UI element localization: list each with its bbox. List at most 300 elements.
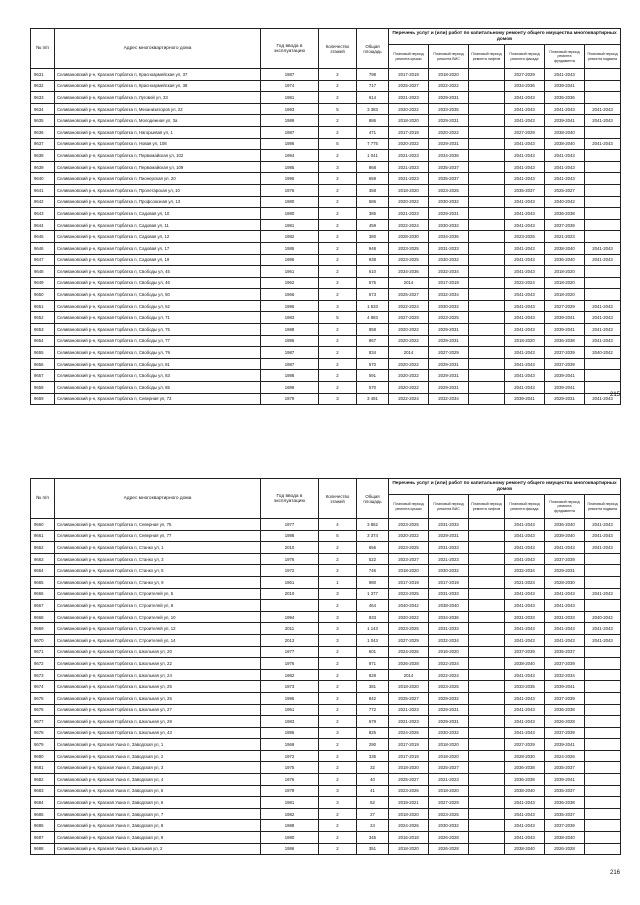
cell-basement bbox=[585, 658, 621, 670]
cell-vis: 2034-2036 bbox=[429, 150, 469, 162]
cell-address: Селивановский р-н, Красная Горбатка п, Садовая ул, 10 bbox=[55, 208, 261, 220]
cell-roof: 2020-2022 bbox=[389, 196, 429, 208]
cell-lift bbox=[469, 312, 505, 324]
cell-facade: 2041-2043 bbox=[505, 115, 545, 127]
cell-vis: 2020-2022 bbox=[429, 126, 469, 138]
table-row bbox=[31, 115, 621, 127]
cell-num: 9650 bbox=[31, 289, 55, 301]
cell-facade: 2041-2043 bbox=[505, 553, 545, 565]
cell-year: 1980 bbox=[261, 196, 319, 208]
cell-roof: 2025-2027 bbox=[389, 692, 429, 704]
cell-floors: 3 bbox=[319, 588, 357, 600]
cell-area: 7 775 bbox=[357, 138, 389, 150]
header-num: № п/п bbox=[31, 479, 55, 519]
cell-year: 1993 bbox=[261, 103, 319, 115]
cell-floors: 2 bbox=[319, 184, 357, 196]
cell-foundation: 2041-2043 bbox=[545, 623, 585, 635]
cell-vis: 2032-2034 bbox=[429, 634, 469, 646]
table-row bbox=[31, 565, 621, 577]
table-row bbox=[31, 242, 621, 254]
cell-num: 9643 bbox=[31, 208, 55, 220]
cell-address: Селивановский р-н, Красная Горбатка п, Красноармейская ул, 37 bbox=[55, 69, 261, 81]
cell-year: 1969 bbox=[261, 739, 319, 751]
cell-foundation: 2039-2041 bbox=[545, 115, 585, 127]
cell-roof: 2025-2027 bbox=[389, 289, 429, 301]
cell-lift bbox=[469, 324, 505, 336]
cell-lift bbox=[469, 358, 505, 370]
cell-address: Селивановский р-н, Красная Горбатка п, Северная ул, 75 bbox=[55, 519, 261, 531]
cell-year bbox=[261, 600, 319, 612]
cell-basement bbox=[585, 266, 621, 278]
cell-floors: 2 bbox=[319, 553, 357, 565]
cell-area: 886 bbox=[357, 115, 389, 127]
cell-area: 1 041 bbox=[357, 150, 389, 162]
cell-address: Селивановский р-н, Красная Ушна п, Заводская ул, 4 bbox=[55, 774, 261, 786]
cell-vis: 2022-2024 bbox=[429, 658, 469, 670]
cell-foundation: 2041-2043 bbox=[545, 150, 585, 162]
cell-year: 1982 bbox=[261, 808, 319, 820]
cell-area: 24 bbox=[357, 820, 389, 832]
cell-facade: 2041-2043 bbox=[505, 542, 545, 554]
cell-lift bbox=[469, 277, 505, 289]
cell-facade: 2041-2043 bbox=[505, 692, 545, 704]
table-row bbox=[31, 277, 621, 289]
cell-address: Селивановский р-н, Красная Горбатка п, Свободы ул, 71 bbox=[55, 312, 261, 324]
cell-roof: 2020-2022 bbox=[389, 324, 429, 336]
cell-floors: 3 bbox=[319, 797, 357, 809]
cell-address: Селивановский р-н, Красная Горбатка п, Строителей ул, 8 bbox=[55, 600, 261, 612]
cell-vis: 2032-2034 bbox=[429, 393, 469, 405]
cell-num: 9655 bbox=[31, 347, 55, 359]
cell-area: 772 bbox=[357, 704, 389, 716]
table-row bbox=[31, 196, 621, 208]
cell-area: 459 bbox=[357, 219, 389, 231]
table-row bbox=[31, 658, 621, 670]
cell-num: 9631 bbox=[31, 69, 55, 81]
cell-num: 9644 bbox=[31, 219, 55, 231]
cell-foundation: 2027-2029 bbox=[545, 300, 585, 312]
cell-area: 380 bbox=[357, 231, 389, 243]
cell-lift bbox=[469, 184, 505, 196]
cell-basement: 2041-2043 bbox=[585, 324, 621, 336]
cell-foundation: 2039-2041 bbox=[545, 80, 585, 92]
header-facade: Плановый период ремонта фасада bbox=[505, 45, 545, 69]
cell-facade: 2041-2043 bbox=[505, 530, 545, 542]
table-row bbox=[31, 173, 621, 185]
cell-area: 358 bbox=[357, 184, 389, 196]
cell-foundation: 2036-2038 bbox=[545, 208, 585, 220]
cell-vis: 2038-2040 bbox=[429, 600, 469, 612]
cell-foundation: 2029-2031 bbox=[545, 565, 585, 577]
cell-vis: 2034-2036 bbox=[429, 231, 469, 243]
cell-vis: 2027-2029 bbox=[429, 797, 469, 809]
cell-floors: 5 bbox=[319, 138, 357, 150]
cell-facade: 2033-2035 bbox=[505, 681, 545, 693]
header-year: Год ввода в эксплуатацию bbox=[261, 479, 319, 519]
cell-roof: 2023-2025 bbox=[389, 623, 429, 635]
cell-floors: 2 bbox=[319, 382, 357, 394]
cell-basement bbox=[585, 576, 621, 588]
cell-lift bbox=[469, 785, 505, 797]
cell-address: Селивановский р-н, Красная Ушна п, Заводская ул, 7 bbox=[55, 808, 261, 820]
cell-area: 679 bbox=[357, 716, 389, 728]
cell-vis: 2032-2034 bbox=[429, 289, 469, 301]
cell-vis: 2016-2020 bbox=[429, 646, 469, 658]
cell-area: 948 bbox=[357, 242, 389, 254]
cell-num: 9663 bbox=[31, 553, 55, 565]
cell-year: 1986 bbox=[261, 843, 319, 855]
cell-area: 4 883 bbox=[357, 312, 389, 324]
cell-lift bbox=[469, 692, 505, 704]
cell-num: 9657 bbox=[31, 370, 55, 382]
cell-area: 335 bbox=[357, 750, 389, 762]
cell-address: Селивановский р-н, Красная Горбатка п, Свободы ул, 77 bbox=[55, 335, 261, 347]
cell-year: 1977 bbox=[261, 519, 319, 531]
cell-year: 1994 bbox=[261, 611, 319, 623]
table-row bbox=[31, 289, 621, 301]
cell-vis: 2030-2032 bbox=[429, 300, 469, 312]
cell-num: 9672 bbox=[31, 658, 55, 670]
table-header bbox=[31, 29, 621, 69]
cell-lift bbox=[469, 774, 505, 786]
cell-year: 1961 bbox=[261, 266, 319, 278]
cell-vis: 2029-2031 bbox=[429, 382, 469, 394]
header-basement: Плановый период ремонта подвала bbox=[585, 495, 621, 519]
cell-lift bbox=[469, 600, 505, 612]
cell-foundation: 2037-2039 bbox=[545, 358, 585, 370]
cell-foundation: 2018-2020 bbox=[545, 277, 585, 289]
cell-roof: 2022-2024 bbox=[389, 393, 429, 405]
cell-lift bbox=[469, 727, 505, 739]
cell-floors: 3 bbox=[319, 161, 357, 173]
cell-num: 9632 bbox=[31, 80, 55, 92]
cell-vis: 2023-2025 bbox=[429, 681, 469, 693]
cell-address: Селивановский р-н, Красная Горбатка п, Свободы ул, 85 bbox=[55, 382, 261, 394]
cell-floors: 2 bbox=[319, 254, 357, 266]
cell-facade: 2031-2033 bbox=[505, 611, 545, 623]
cell-foundation: 2039-2041 bbox=[545, 382, 585, 394]
table-row bbox=[31, 324, 621, 336]
cell-floors: 3 bbox=[319, 727, 357, 739]
cell-foundation: 2038-2040 bbox=[545, 242, 585, 254]
cell-num: 9649 bbox=[31, 277, 55, 289]
cell-basement bbox=[585, 600, 621, 612]
repair-plan-table bbox=[30, 478, 621, 855]
cell-floors: 2 bbox=[319, 808, 357, 820]
cell-foundation: 2041-2043 bbox=[545, 588, 585, 600]
cell-floors: 2 bbox=[319, 681, 357, 693]
page-number: 215 bbox=[609, 392, 620, 398]
cell-roof: 2040-2042 bbox=[389, 600, 429, 612]
cell-floors: 2 bbox=[319, 565, 357, 577]
cell-basement bbox=[585, 92, 621, 104]
cell-area: 1 043 bbox=[357, 634, 389, 646]
header-floors: Количество этажей bbox=[319, 479, 357, 519]
cell-address: Селивановский р-н, Красная Горбатка п, Северная ул, 73 bbox=[55, 393, 261, 405]
cell-lift bbox=[469, 150, 505, 162]
cell-lift bbox=[469, 681, 505, 693]
cell-floors: 2 bbox=[319, 820, 357, 832]
cell-address: Селивановский р-н, Красная Горбатка п, Пионерская ул, 20 bbox=[55, 173, 261, 185]
table-row bbox=[31, 808, 621, 820]
cell-foundation: 2031-2033 bbox=[545, 611, 585, 623]
cell-area: 575 bbox=[357, 277, 389, 289]
cell-year: 1961 bbox=[261, 576, 319, 588]
cell-address: Селивановский р-н, Красная Горбатка п, Первомайская ул, 109 bbox=[55, 161, 261, 173]
cell-floors: 2 bbox=[319, 242, 357, 254]
cell-area: 471 bbox=[357, 126, 389, 138]
table-row bbox=[31, 80, 621, 92]
header-roof: Плановый период ремонта крыши bbox=[389, 495, 429, 519]
cell-year: 1962 bbox=[261, 277, 319, 289]
table-row bbox=[31, 774, 621, 786]
cell-foundation: 2039-2041 bbox=[545, 324, 585, 336]
cell-foundation: 2036-2038 bbox=[545, 797, 585, 809]
cell-foundation: 2036-2040 bbox=[545, 254, 585, 266]
cell-vis: 2018-2020 bbox=[429, 69, 469, 81]
cell-basement bbox=[585, 553, 621, 565]
table-row bbox=[31, 519, 621, 531]
cell-vis: 2018-2020 bbox=[429, 739, 469, 751]
cell-roof: 2020-2022 bbox=[389, 335, 429, 347]
cell-basement bbox=[585, 727, 621, 739]
cell-num: 9638 bbox=[31, 150, 55, 162]
cell-address: Селивановский р-н, Красная Горбатка п, Свободы ул, 81 bbox=[55, 358, 261, 370]
cell-floors: 2 bbox=[319, 762, 357, 774]
cell-facade: 2035-2037 bbox=[505, 184, 545, 196]
cell-lift bbox=[469, 611, 505, 623]
cell-roof: 2023-2025 bbox=[389, 254, 429, 266]
cell-year: 2011 bbox=[261, 623, 319, 635]
cell-year: 1986 bbox=[261, 692, 319, 704]
cell-area: 586 bbox=[357, 196, 389, 208]
cell-year: 1982 bbox=[261, 231, 319, 243]
table-row bbox=[31, 704, 621, 716]
cell-roof: 2021-2023 bbox=[389, 173, 429, 185]
cell-floors: 2 bbox=[319, 739, 357, 751]
page-number: 216 bbox=[609, 870, 620, 876]
cell-address: Селивановский р-н, Красная Горбатка п, Школьная ул, 29 bbox=[55, 716, 261, 728]
cell-area: 386 bbox=[357, 208, 389, 220]
cell-num: 9653 bbox=[31, 324, 55, 336]
cell-area: 522 bbox=[357, 553, 389, 565]
cell-roof: 2023-2026 bbox=[389, 785, 429, 797]
cell-facade: 2018-2020 bbox=[505, 335, 545, 347]
cell-lift bbox=[469, 231, 505, 243]
cell-lift bbox=[469, 161, 505, 173]
cell-basement bbox=[585, 797, 621, 809]
cell-lift bbox=[469, 704, 505, 716]
cell-foundation: 2021-2023 bbox=[545, 231, 585, 243]
cell-roof: 2018-2020 bbox=[389, 115, 429, 127]
cell-basement bbox=[585, 231, 621, 243]
cell-address: Селивановский р-н, Красная Горбатка п, Свободы ул, 46 bbox=[55, 277, 261, 289]
table-row bbox=[31, 266, 621, 278]
cell-vis: 2029-2031 bbox=[429, 208, 469, 220]
table-row bbox=[31, 138, 621, 150]
cell-roof: 2018-2020 bbox=[389, 762, 429, 774]
cell-address: Селивановский р-н, Красная Горбатка п, Школьная ул, 20 bbox=[55, 646, 261, 658]
cell-vis: 2029-2031 bbox=[429, 138, 469, 150]
cell-facade: 2041-2043 bbox=[505, 219, 545, 231]
cell-basement bbox=[585, 277, 621, 289]
cell-lift bbox=[469, 530, 505, 542]
cell-floors: 2 bbox=[319, 750, 357, 762]
header-area: Общая площадь bbox=[357, 29, 389, 69]
cell-year: 1987 bbox=[261, 358, 319, 370]
cell-facade: 2021-2023 bbox=[505, 576, 545, 588]
cell-address: Селивановский р-н, Красная Горбатка п, Садовая ул, 17 bbox=[55, 242, 261, 254]
cell-roof: 2020-2022 bbox=[389, 138, 429, 150]
cell-num: 9684 bbox=[31, 797, 55, 809]
cell-lift bbox=[469, 623, 505, 635]
cell-roof: 2020-2022 bbox=[389, 358, 429, 370]
cell-area: 868 bbox=[357, 161, 389, 173]
cell-basement bbox=[585, 126, 621, 138]
cell-floors: 2 bbox=[319, 324, 357, 336]
cell-floors: 2 bbox=[319, 80, 357, 92]
cell-lift bbox=[469, 542, 505, 554]
cell-vis: 2029-2031 bbox=[429, 324, 469, 336]
cell-year: 1995 bbox=[261, 173, 319, 185]
table-body bbox=[31, 69, 621, 405]
cell-facade: 2041-2043 bbox=[505, 208, 545, 220]
cell-basement bbox=[585, 358, 621, 370]
cell-year: 1977 bbox=[261, 646, 319, 658]
cell-facade: 2041-2043 bbox=[505, 727, 545, 739]
cell-address: Селивановский р-н, Красная Горбатка п, Садовая ул, 19 bbox=[55, 254, 261, 266]
cell-lift bbox=[469, 634, 505, 646]
cell-foundation: 2041-2043 bbox=[545, 634, 585, 646]
header-lift: Плановый период ремонта лифтов bbox=[469, 45, 505, 69]
cell-floors: 3 bbox=[319, 300, 357, 312]
cell-foundation: 2039-2041 bbox=[545, 774, 585, 786]
table-row bbox=[31, 347, 621, 359]
cell-year: 1981 bbox=[261, 797, 319, 809]
cell-roof: 2020-2022 bbox=[389, 370, 429, 382]
cell-floors: 3 bbox=[319, 623, 357, 635]
cell-foundation: 2041-2043 bbox=[545, 69, 585, 81]
cell-vis: 2029-2032 bbox=[429, 692, 469, 704]
cell-floors: 2 bbox=[319, 716, 357, 728]
cell-facade: 2041-2043 bbox=[505, 808, 545, 820]
cell-floors: 2 bbox=[319, 196, 357, 208]
table-row bbox=[31, 623, 621, 635]
cell-facade: 2034-2036 bbox=[505, 80, 545, 92]
cell-lift bbox=[469, 553, 505, 565]
cell-floors: 2 bbox=[319, 289, 357, 301]
cell-lift bbox=[469, 843, 505, 855]
table-row bbox=[31, 184, 621, 196]
cell-lift bbox=[469, 208, 505, 220]
cell-vis: 2033-2035 bbox=[429, 103, 469, 115]
cell-vis: 2030-2032 bbox=[429, 727, 469, 739]
cell-basement bbox=[585, 565, 621, 577]
cell-facade: 2041-2043 bbox=[505, 161, 545, 173]
header-year: Год ввода в эксплуатацию bbox=[261, 29, 319, 69]
cell-vis: 2029-2031 bbox=[429, 530, 469, 542]
header-foundation: Плановый период ремонта фундамента bbox=[545, 495, 585, 519]
cell-lift bbox=[469, 750, 505, 762]
cell-num: 9641 bbox=[31, 184, 55, 196]
cell-num: 9659 bbox=[31, 393, 55, 405]
cell-year: 1985 bbox=[261, 161, 319, 173]
cell-foundation: 2035-2037 bbox=[545, 808, 585, 820]
cell-address: Селивановский р-н, Красная Горбатка п, Нагорьевая ул, 1 bbox=[55, 126, 261, 138]
cell-lift bbox=[469, 196, 505, 208]
cell-vis: 2025-2027 bbox=[429, 762, 469, 774]
cell-basement bbox=[585, 774, 621, 786]
table-row bbox=[31, 716, 621, 728]
cell-address: Селивановский р-н, Красная Горбатка п, Школьная ул, 43 bbox=[55, 727, 261, 739]
cell-floors: 3 bbox=[319, 785, 357, 797]
cell-lift bbox=[469, 300, 505, 312]
table-row bbox=[31, 103, 621, 115]
cell-address: Селивановский р-н, Красная Ушна п, Заводская ул, 5 bbox=[55, 785, 261, 797]
cell-floors: 3 bbox=[319, 611, 357, 623]
cell-floors: 2 bbox=[319, 115, 357, 127]
cell-floors: 2 bbox=[319, 150, 357, 162]
cell-area: 32 bbox=[357, 762, 389, 774]
cell-basement bbox=[585, 150, 621, 162]
cell-num: 9635 bbox=[31, 115, 55, 127]
table-row bbox=[31, 646, 621, 658]
cell-address: Селивановский р-н, Красная Горбатка п, Строителей ул, 5 bbox=[55, 588, 261, 600]
cell-address: Селивановский р-н, Красная Ушна п, Заводская ул, 2 bbox=[55, 750, 261, 762]
cell-year: 1980 bbox=[261, 208, 319, 220]
cell-area: 938 bbox=[357, 254, 389, 266]
cell-vis: 2021-2023 bbox=[429, 774, 469, 786]
cell-year: 1983 bbox=[261, 312, 319, 324]
cell-vis: 2030-2032 bbox=[429, 254, 469, 266]
cell-year: 1986 bbox=[261, 727, 319, 739]
header-lift: Плановый период ремонта лифтов bbox=[469, 495, 505, 519]
cell-basement bbox=[585, 785, 621, 797]
table-row bbox=[31, 588, 621, 600]
cell-num: 9683 bbox=[31, 785, 55, 797]
cell-facade: 2036-2038 bbox=[505, 762, 545, 774]
cell-year: 2010 bbox=[261, 542, 319, 554]
cell-floors: 3 bbox=[319, 393, 357, 405]
cell-roof: 2017-2019 bbox=[389, 739, 429, 751]
cell-num: 9642 bbox=[31, 196, 55, 208]
cell-facade: 2041-2043 bbox=[505, 324, 545, 336]
cell-basement: 2041-2043 bbox=[585, 115, 621, 127]
cell-num: 9658 bbox=[31, 382, 55, 394]
cell-area: 381 bbox=[357, 681, 389, 693]
cell-lift bbox=[469, 69, 505, 81]
cell-num: 9687 bbox=[31, 832, 55, 844]
cell-basement bbox=[585, 832, 621, 844]
cell-facade: 2041-2043 bbox=[505, 138, 545, 150]
cell-floors: 2 bbox=[319, 843, 357, 855]
table-row bbox=[31, 370, 621, 382]
cell-foundation: 2035-2037 bbox=[545, 762, 585, 774]
cell-basement: 2041-2043 bbox=[585, 335, 621, 347]
cell-year: 1976 bbox=[261, 774, 319, 786]
cell-address: Селивановский р-н, Красная Горбатка п, Пролетарская ул, 10 bbox=[55, 184, 261, 196]
cell-num: 9654 bbox=[31, 335, 55, 347]
cell-vis: 2021-2023 bbox=[429, 553, 469, 565]
cell-vis: 2031-2033 bbox=[429, 588, 469, 600]
cell-year: 1986 bbox=[261, 138, 319, 150]
cell-vis: 2023-2025 bbox=[429, 808, 469, 820]
header-vis: Плановый период ремонта ВИС bbox=[429, 45, 469, 69]
cell-basement: 2041-2043 bbox=[585, 530, 621, 542]
cell-foundation: 2038-2040 bbox=[545, 126, 585, 138]
cell-roof: 2014 bbox=[389, 347, 429, 359]
cell-year: 1976 bbox=[261, 658, 319, 670]
